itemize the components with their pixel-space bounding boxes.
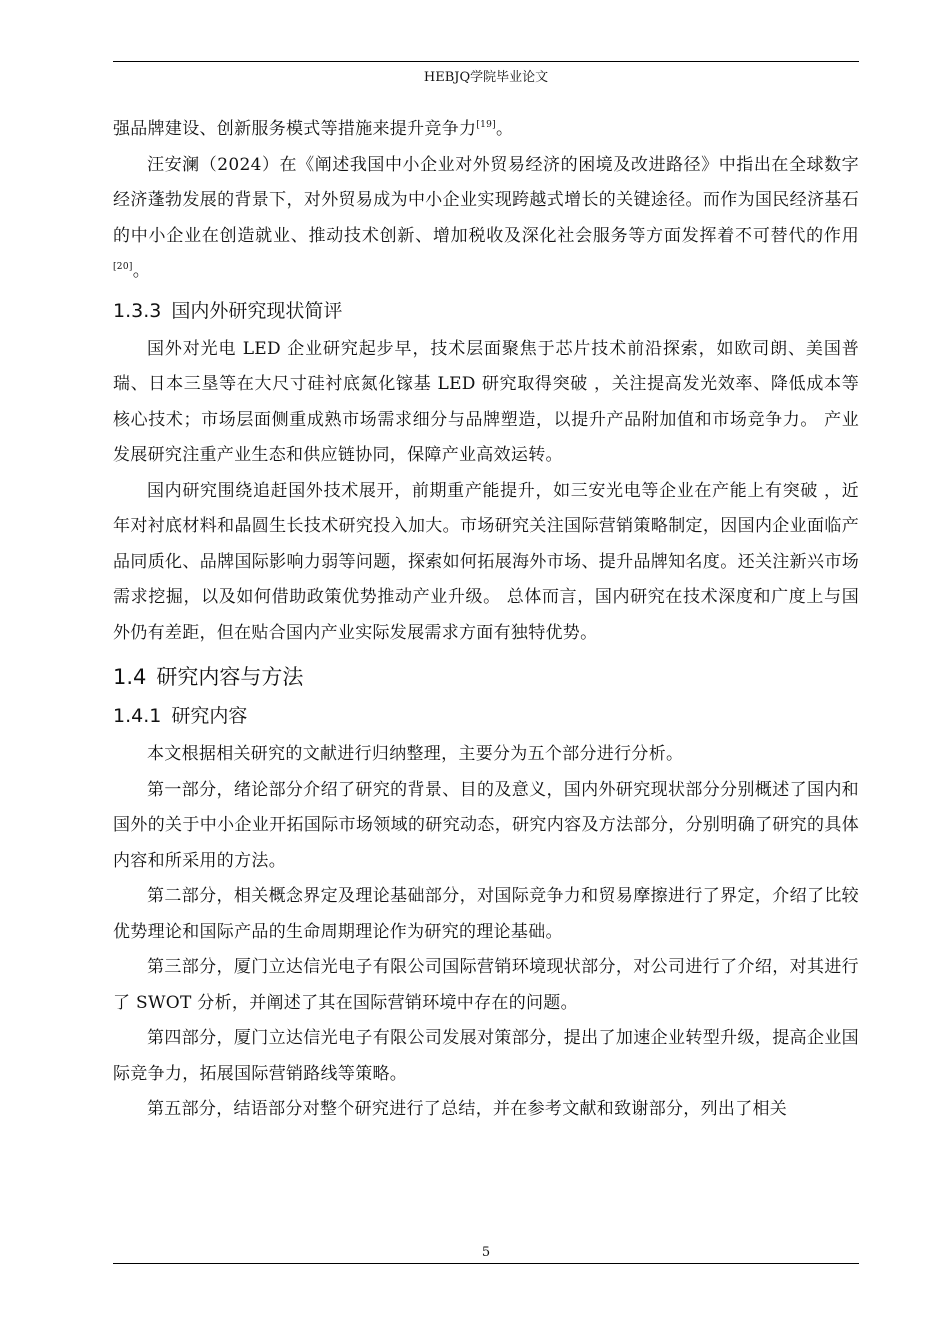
paragraph-part-four: 第四部分，厦门立达信光电子有限公司发展对策部分，提出了加速企业转型升级，提高企业国际竞争力，拓展国际营销路线等策略。 — [113, 1028, 859, 1084]
section-heading-1-3-3: 1.3.3 国内外研究现状简评 — [113, 299, 343, 322]
page-number: 5 — [481, 1245, 491, 1260]
citation-19: [19] — [476, 120, 496, 130]
paragraph-foreign-research: 国外对光电 LED 企业研究起步早，技术层面聚焦于芯片技术前沿探索，如欧司朗、美国普瑞、日本三垦等在大尺寸硅衬底氮化镓基 LED 研究取得突破 ，关注提高发光效率、降低成本等核心技术；市场层面侧重成熟市场需求细分与品牌塑造，以提升产品附加值和市场竞争力。 产业发展研究注重产业生态和供应链协同，保障产业高效运转。 — [113, 338, 859, 465]
running-header: HEBJQ学院毕业论文 — [423, 70, 549, 85]
paragraph-part-five: 第五部分，结语部分对整个研究进行了总结，并在参考文献和致谢部分，列出了相关 — [147, 1099, 788, 1119]
paragraph-part-one: 第一部分，绪论部分介绍了研究的背景、目的及意义，国内外研究现状部分分别概述了国内和国外的关于中小企业开拓国际市场领域的研究动态，研究内容及方法部分，分别明确了研究的具体内容和所采用的方法。 — [113, 779, 859, 871]
body-text — [113, 112, 859, 1128]
header-rule — [113, 61, 859, 62]
paragraph-part-three: 第三部分，厦门立达信光电子有限公司国际营销环境现状部分，对公司进行了介绍，对其进行了 SWOT 分析，并阐述了其在国际营销环境中存在的问题。 — [113, 957, 859, 1013]
section-heading-1-4-1: 1.4.1 研究内容 — [113, 705, 248, 727]
citation-20: [20] — [113, 262, 133, 272]
paragraph-part-two: 第二部分，相关概念界定及理论基础部分，对国际竞争力和贸易摩擦进行了界定，介绍了比较优势理论和国际产品的生命周期理论作为研究的理论基础。 — [113, 886, 859, 942]
footer-rule — [113, 1263, 859, 1264]
paragraph-domestic-research: 国内研究围绕追赶国外技术展开，前期重产能提升，如三安光电等企业在产能上有突破 ，近年对衬底材料和晶圆生长技术研究投入加大。市场研究关注国际营销策略制定，因国内企业面临产品同质化、品牌国际影响力弱等问题，探索如何拓展海外市场、提升品牌知名度。还关注新兴市场需求挖掘，以及如何借助政策优势推动产业升级。 总体而言，国内研究在技术深度和广度上与国外仍有差距，但在贴合国内产业实际发展需求方面有独特优势。 — [113, 480, 859, 643]
paragraph-overview: 本文根据相关研究的文献进行归纳整理，主要分为五个部分进行分析。 — [147, 744, 684, 764]
section-heading-1-4: 1.4 研究内容与方法 — [113, 665, 304, 689]
paragraph-continued: 强品牌建设、创新服务模式等措施来提升竞争力[19]。 — [113, 119, 514, 139]
paragraph-wang-anlan: 汪安澜（2024）在《阐述我国中小企业对外贸易经济的困境及改进路径》中指出在全球数字经济蓬勃发展的背景下，对外贸易成为中小企业实现跨越式增长的关键途径。而作为国民经济基石的中小企业在创造就业、推动技术创新、增加税收及深化社会服务等方面发挥着不可替代的作用[20]。 — [113, 154, 859, 281]
